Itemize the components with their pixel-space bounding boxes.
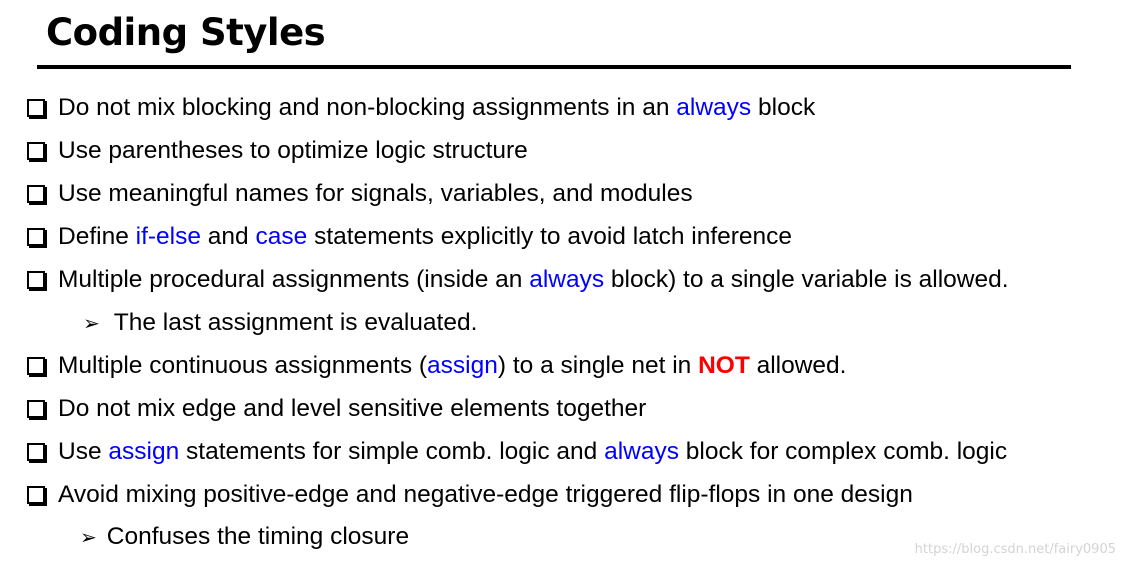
watermark: https://blog.csdn.net/fairy0905 xyxy=(914,542,1116,557)
checkbox-icon xyxy=(27,185,45,203)
bullet-item-edge-level xyxy=(27,392,646,426)
bullet-text: Do not mix edge and level sensitive elements together xyxy=(58,395,647,422)
bullet-item-if-else-case xyxy=(27,220,792,254)
checkbox-icon xyxy=(27,486,45,504)
keyword-if-else: if-else xyxy=(135,223,201,250)
bullet-item-mixing-assignments xyxy=(27,91,815,125)
bullet-text: Do not mix blocking and non-blocking assignments in an always block xyxy=(58,94,816,121)
checkbox-icon xyxy=(27,357,45,375)
bullet-text: Confuses the timing closure xyxy=(106,523,410,550)
sub-bullet-last-assignment xyxy=(83,306,477,340)
title-underline xyxy=(37,65,1071,69)
arrowhead-icon: ➢ xyxy=(83,311,100,335)
bullet-text: Define if-else and case statements explicitly to avoid latch inference xyxy=(58,223,793,250)
bullet-item-assign-vs-always xyxy=(27,435,1007,469)
bullet-text: Multiple continuous assignments (assign) to a single net in NOT allowed. xyxy=(58,352,847,379)
sub-bullet-timing-closure xyxy=(80,520,409,554)
keyword-case: case xyxy=(255,223,308,250)
keyword-always: always xyxy=(676,94,752,121)
bullet-text: Multiple procedural assignments (inside an always block) to a single variable is allowed. xyxy=(58,266,1009,293)
bullet-item-parentheses xyxy=(27,134,528,168)
checkbox-icon xyxy=(27,443,45,461)
checkbox-icon xyxy=(27,142,45,160)
bullet-text: Use assign statements for simple comb. logic and always block for complex comb. logic xyxy=(58,438,1008,465)
emphasis-not: NOT xyxy=(698,352,750,379)
checkbox-icon xyxy=(27,400,45,418)
bullet-item-meaningful-names xyxy=(27,177,693,211)
keyword-always: always xyxy=(529,266,605,293)
keyword-always: always xyxy=(604,438,679,465)
bullet-text: The last assignment is evaluated. xyxy=(113,309,478,336)
bullet-item-continuous-assignments xyxy=(27,349,847,383)
bullet-text: Use parentheses to optimize logic structure xyxy=(58,137,528,164)
bullet-item-procedural-assignments xyxy=(27,263,1009,297)
checkbox-icon xyxy=(27,271,45,289)
bullet-text: Avoid mixing positive-edge and negative-edge triggered flip-flops in one design xyxy=(58,481,913,508)
checkbox-icon xyxy=(27,228,45,246)
keyword-assign: assign xyxy=(108,438,180,465)
checkbox-icon xyxy=(27,99,45,117)
arrowhead-icon: ➢ xyxy=(80,525,97,549)
bullet-item-mixed-edge-flipflops xyxy=(27,478,913,512)
keyword-assign: assign xyxy=(427,352,498,379)
slide-title: Coding Styles xyxy=(46,11,326,54)
bullet-text: Use meaningful names for signals, variables, and modules xyxy=(58,180,693,207)
